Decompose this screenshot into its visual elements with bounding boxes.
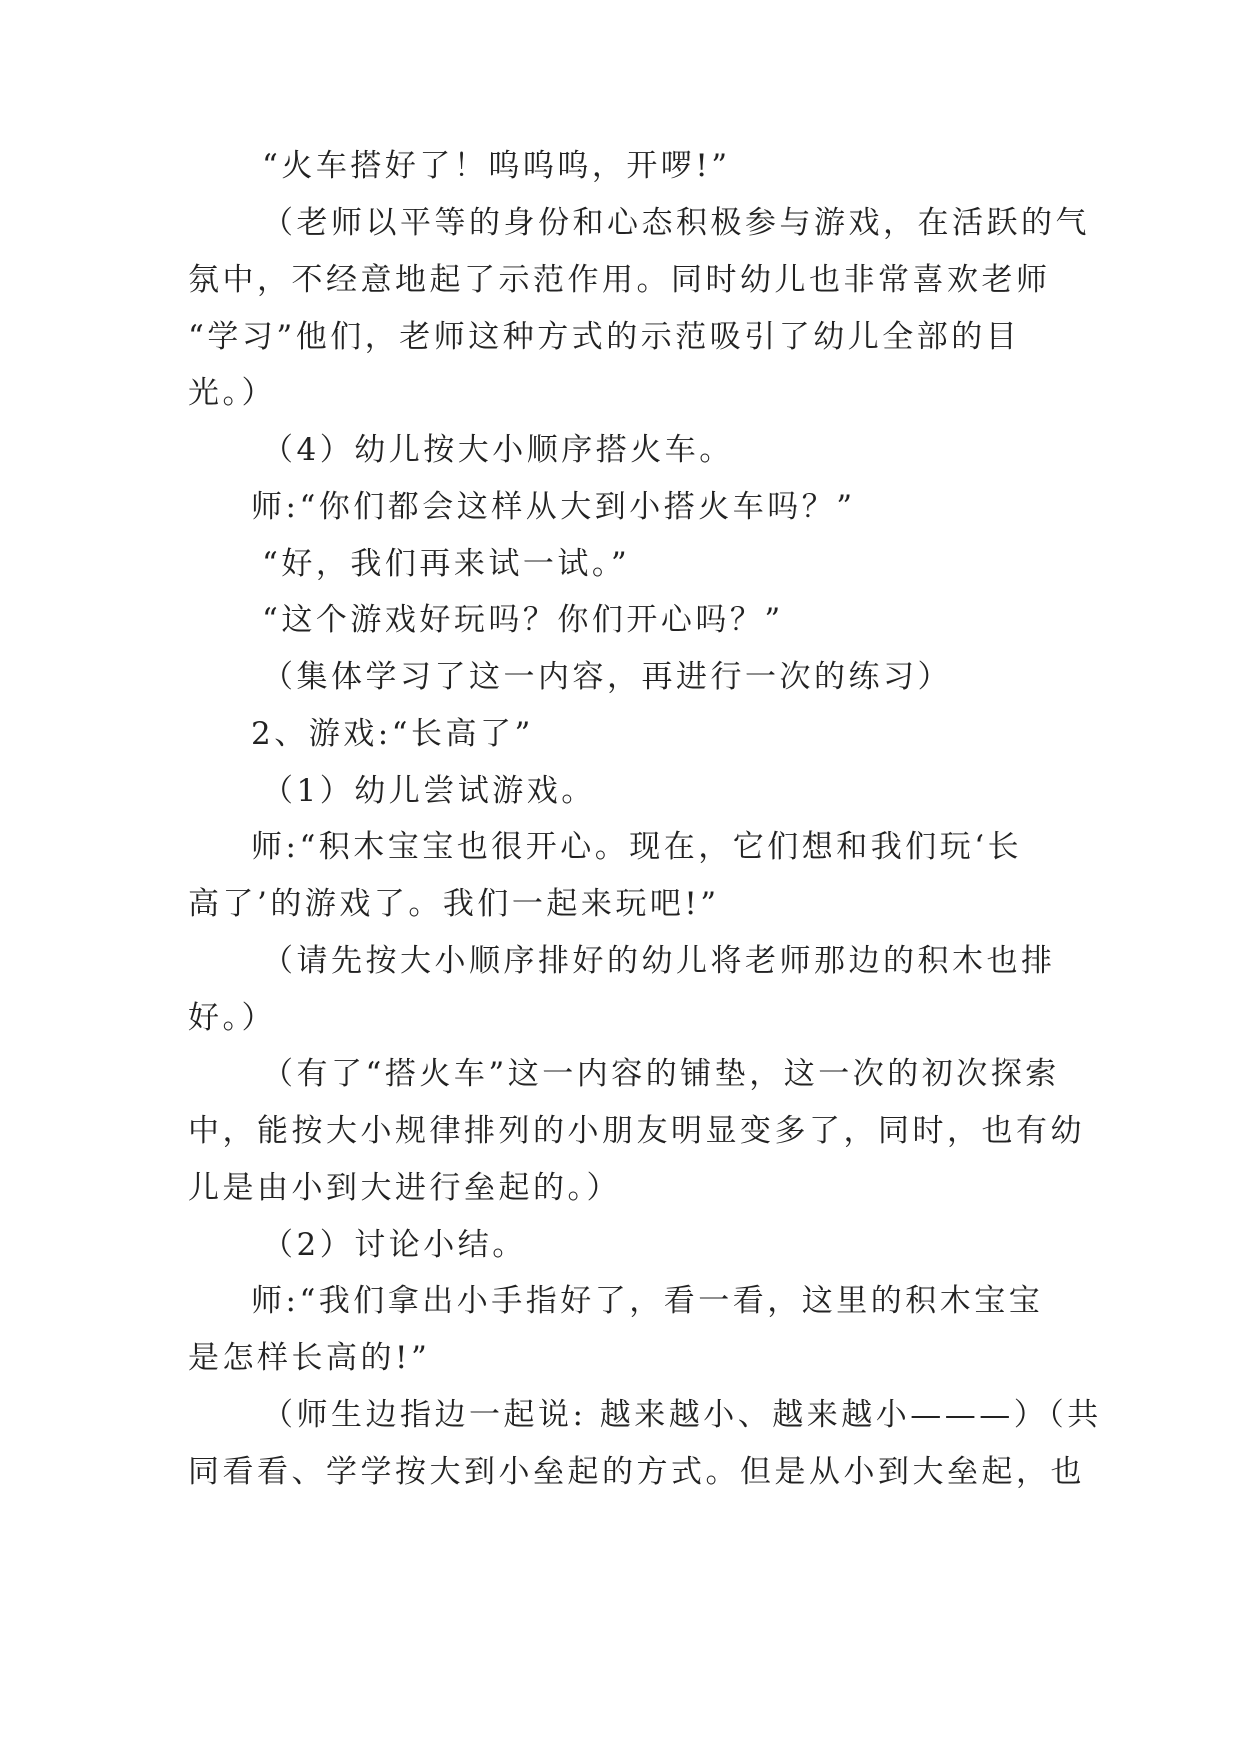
text-line-15: （请先按大小顺序排好的幼儿将老师那边的积木也排 <box>262 943 1056 979</box>
text-line-18: 中，能按大小规律排列的小朋友明显变多了，同时，也有幼 <box>188 1113 1085 1149</box>
text-line-23: （师生边指边一起说: 越来越小、越来越小———）（共 <box>262 1397 1102 1433</box>
text-line-12: （1）幼儿尝试游戏。 <box>262 773 596 809</box>
text-line-21: 师:“我们拿出小手指好了，看一看，这里的积木宝宝 <box>251 1283 1044 1319</box>
text-line-14: 高了’的游戏了。我们一起来玩吧!” <box>188 886 720 922</box>
text-line-16: 好。） <box>188 1000 276 1036</box>
text-line-2: （老师以平等的身份和心态积极参与游戏，在活跃的气 <box>262 205 1090 241</box>
text-line-13: 师:“积木宝宝也很开心。现在，它们想和我们玩‘长 <box>251 829 1023 865</box>
text-line-10: （集体学习了这一内容，再进行一次的练习） <box>262 659 952 695</box>
text-line-3: 氛中，不经意地起了示范作用。同时幼儿也非常喜欢老师 <box>188 262 1051 298</box>
text-line-4: “学习”他们，老师这种方式的示范吸引了幼儿全部的目 <box>188 319 1021 355</box>
text-line-11: 2、游戏:“长高了” <box>251 716 534 752</box>
text-line-7: 师:“你们都会这样从大到小搭火车吗？” <box>251 489 856 525</box>
text-line-9: “这个游戏好玩吗？你们开心吗？” <box>262 602 784 638</box>
text-line-24: 同看看、学学按大到小垒起的方式。但是从小到大垒起，也 <box>188 1454 1085 1490</box>
text-line-19: 儿是由小到大进行垒起的。） <box>188 1170 621 1206</box>
text-line-8: “好，我们再来试一试。” <box>262 546 631 582</box>
text-line-6: （4）幼儿按大小顺序搭火车。 <box>262 432 734 468</box>
text-line-20: （2）讨论小结。 <box>262 1227 527 1263</box>
text-line-17: （有了“搭火车”这一内容的铺垫，这一次的初次探索 <box>262 1056 1060 1092</box>
text-line-1: “火车搭好了！呜呜呜，开啰!” <box>262 148 731 184</box>
text-line-5: 光。） <box>188 375 276 411</box>
text-line-22: 是怎样长高的!” <box>188 1340 431 1376</box>
